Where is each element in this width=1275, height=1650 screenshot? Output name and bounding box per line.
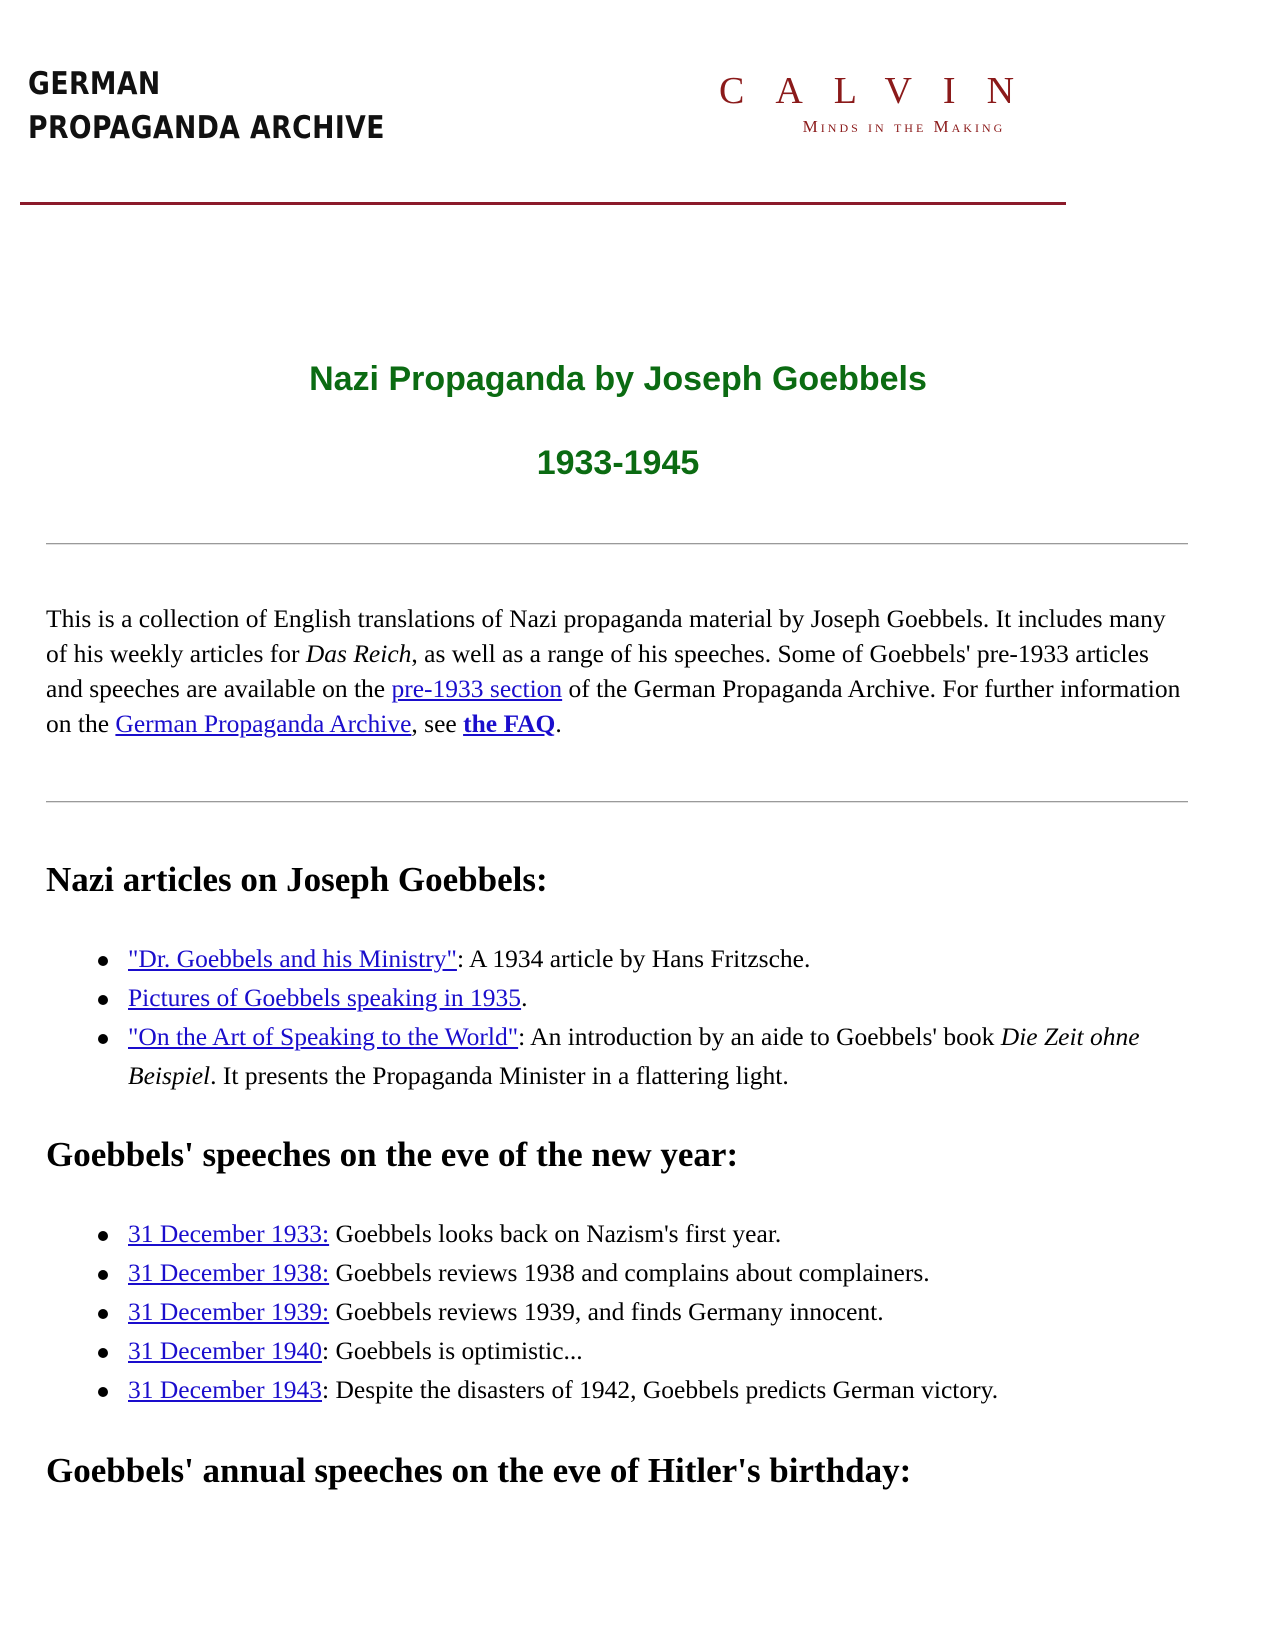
list-item-text: Goebbels reviews 1939, and finds Germany innocent. [329, 1297, 884, 1326]
intro-text-3: of the German Propaganda Archive. For further information on the [46, 674, 1181, 738]
bullet-icon [98, 1034, 108, 1044]
speech-link[interactable]: 31 December 1943 [128, 1375, 323, 1404]
page-subtitle-years: 1933-1945 [536, 444, 700, 482]
list-item-text: : An introduction by an aide to Goebbels' book [518, 1022, 1001, 1051]
intro-text-4: , see [411, 709, 464, 738]
intro-paragraph [46, 601, 1186, 741]
speech-link[interactable]: 31 December 1939: [128, 1297, 330, 1326]
new-year-speeches-list [128, 1214, 1186, 1409]
calvin-logo-name: CALVIN [718, 70, 1046, 112]
list-item-text: : A 1934 article by Hans Fritzsche. [456, 944, 811, 973]
article-link[interactable]: Pictures of Goebbels speaking in 1935 [128, 983, 522, 1012]
list-item-text: Goebbels looks back on Nazism's first year. [329, 1219, 782, 1248]
archive-logo-line1: GERMAN [28, 66, 161, 102]
speech-link[interactable]: 31 December 1938: [128, 1258, 330, 1287]
bullet-icon [98, 956, 108, 966]
calvin-logo-tagline: Minds in the Making [802, 117, 1006, 136]
calvin-logo[interactable] [700, 68, 1050, 138]
list-item-text: : Goebbels is optimistic... [322, 1336, 583, 1365]
list-item [128, 1017, 1186, 1095]
bullet-icon [98, 1309, 108, 1319]
intro-text-5: . [555, 709, 562, 738]
speech-link[interactable]: 31 December 1933: [128, 1219, 330, 1248]
section-heading-new-year: Goebbels' speeches on the eve of the new year: [46, 1135, 739, 1174]
article-link[interactable]: "On the Art of Speaking to the World" [128, 1022, 519, 1051]
list-item [128, 978, 1186, 1017]
faq-link[interactable]: the FAQ [463, 709, 556, 738]
list-item [128, 1292, 1186, 1331]
bullet-icon [98, 1348, 108, 1358]
list-item [128, 1370, 1186, 1409]
german-propaganda-archive-logo[interactable] [28, 62, 385, 150]
intro-text-1: This is a collection of English translations of Nazi propaganda material by Joseph Goebbels. It includes many of his weekly articles for [46, 604, 1166, 668]
bullet-icon [98, 1270, 108, 1280]
page-title: Nazi Propaganda by Joseph Goebbels [309, 360, 927, 398]
list-item-text: . It presents the Propaganda Minister in a flattering light. [210, 1061, 789, 1090]
articles-list [128, 939, 1186, 1095]
divider-middle [46, 801, 1188, 803]
section-heading-birthday: Goebbels' annual speeches on the eve of Hitler's birthday: [46, 1451, 912, 1490]
list-item-text: . [521, 983, 528, 1012]
list-item [128, 939, 1186, 978]
pre-1933-section-link[interactable]: pre-1933 section [391, 674, 563, 703]
bullet-icon [98, 1387, 108, 1397]
intro-text-2: , as well as a range of his speeches. Some of Goebbels' pre-1933 articles and speeches are available on the [46, 639, 1149, 703]
bullet-icon [98, 1231, 108, 1241]
list-item [128, 1331, 1186, 1370]
article-link[interactable]: "Dr. Goebbels and his Ministry" [128, 944, 457, 973]
intro-das-reich: Das Reich [305, 639, 412, 668]
list-item [128, 1253, 1186, 1292]
list-item-text: : Despite the disasters of 1942, Goebbels predicts German victory. [322, 1375, 999, 1404]
speech-link[interactable]: 31 December 1940 [128, 1336, 323, 1365]
list-item-text: Goebbels reviews 1938 and complains about complainers. [329, 1258, 930, 1287]
divider-top [46, 543, 1188, 545]
section-heading-articles: Nazi articles on Joseph Goebbels: [46, 860, 548, 899]
book-title: Die Zeit ohne Beispiel [128, 1022, 1140, 1090]
list-item [128, 1214, 1186, 1253]
bullet-icon [98, 995, 108, 1005]
german-propaganda-archive-link[interactable]: German Propaganda Archive [115, 709, 412, 738]
archive-logo-line2: PROPAGANDA ARCHIVE [28, 110, 385, 146]
header-divider [20, 202, 1066, 205]
